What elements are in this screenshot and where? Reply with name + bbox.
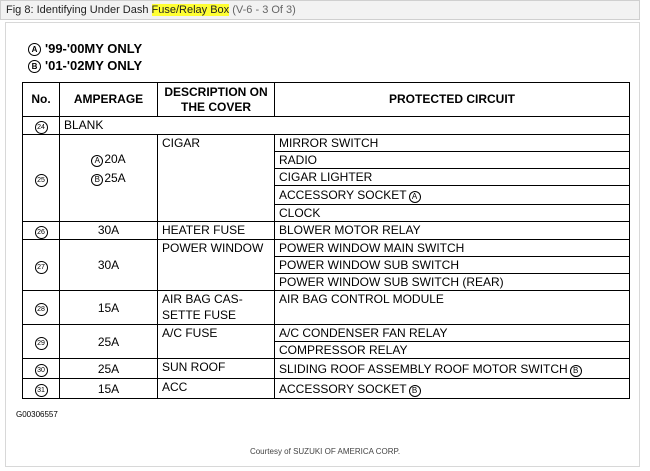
table-row [23, 379, 630, 399]
description-cell: A/C FUSE [158, 325, 275, 359]
circuit-cell: CIGAR LIGHTER [275, 169, 630, 186]
circled-b-icon: B [409, 385, 421, 397]
fuse-table [22, 82, 630, 399]
circled-b-icon: B [91, 174, 103, 186]
circled-number: 25 [35, 174, 48, 187]
amperage-option-b [64, 170, 153, 186]
circuit-cell: AIR BAG CONTROL MODULE [275, 291, 630, 325]
description-cell: SUN ROOF [158, 359, 275, 379]
fuse-number [23, 325, 60, 359]
circuit-cell: POWER WINDOW SUB SWITCH (REAR) [275, 274, 630, 291]
header-description: DESCRIPTION ON THE COVER [158, 83, 275, 117]
table-row [23, 135, 630, 152]
circuit-cell: CLOCK [275, 205, 630, 222]
circuit-text: ACCESSORY SOCKET [279, 381, 407, 396]
circled-a-icon: A [28, 43, 41, 56]
circuit-cell: COMPRESSOR RELAY [275, 342, 630, 359]
amperage-value-a: 20A [104, 152, 126, 166]
legend-item-a [28, 41, 142, 56]
circled-number: 30 [35, 364, 48, 377]
amperage-value-b: 25A [104, 171, 126, 185]
table-row [23, 359, 630, 379]
amperage-cell: 15A [60, 291, 158, 325]
table-row [23, 325, 630, 342]
table-row [23, 240, 630, 257]
title-suffix: (V-6 - 3 Of 3) [229, 4, 296, 16]
circled-number: 31 [35, 384, 48, 397]
circled-number: 26 [35, 226, 48, 239]
amperage-option-a [64, 151, 153, 167]
circuit-cell: POWER WINDOW SUB SWITCH [275, 257, 630, 274]
table-row [23, 291, 630, 325]
legend-text-a: '99-'00MY ONLY [45, 41, 143, 56]
circuit-cell [275, 186, 630, 205]
description-cell: POWER WINDOW [158, 240, 275, 291]
circled-number: 29 [35, 337, 48, 350]
figure-title-bar [0, 0, 640, 20]
circuit-text: SLIDING ROOF ASSEMBLY ROOF MOTOR SWITCH [279, 361, 568, 376]
fuse-number [23, 359, 60, 379]
header-no: No. [23, 83, 60, 117]
table-row [23, 117, 630, 135]
fuse-number [23, 222, 60, 240]
circled-number: 27 [35, 261, 48, 274]
blank-cell: BLANK [60, 117, 630, 135]
amperage-cell: 15A [60, 379, 158, 399]
description-cell: HEATER FUSE [158, 222, 275, 240]
circuit-cell: RADIO [275, 152, 630, 169]
circled-number: 28 [35, 303, 48, 316]
table-header-row [23, 83, 630, 117]
amperage-cell: 25A [60, 359, 158, 379]
title-prefix: Fig 8: Identifying Under Dash [6, 4, 152, 16]
legend-text-b: '01-'02MY ONLY [45, 58, 143, 73]
amperage-cell: 30A [60, 240, 158, 291]
fuse-number [23, 240, 60, 291]
credit-line: Courtesy of SUZUKI OF AMERICA CORP. [249, 447, 401, 456]
circled-b-icon: B [28, 60, 41, 73]
legend-item-b [28, 58, 142, 73]
amperage-cell [60, 135, 158, 222]
description-cell: CIGAR [158, 135, 275, 222]
amperage-cell: 30A [60, 222, 158, 240]
circled-number: 24 [35, 121, 48, 134]
circuit-cell: MIRROR SWITCH [275, 135, 630, 152]
figure-code: G00306557 [16, 410, 58, 419]
title-highlight: Fuse/Relay Box [151, 4, 230, 16]
header-amperage: AMPERAGE [60, 83, 158, 117]
fuse-number [23, 291, 60, 325]
fuse-number [23, 117, 60, 135]
amperage-cell: 25A [60, 325, 158, 359]
circled-b-icon: B [570, 365, 582, 377]
fuse-number [23, 379, 60, 399]
description-cell: ACC [158, 379, 275, 399]
header-protected-circuit: PROTECTED CIRCUIT [275, 83, 630, 117]
table-row [23, 222, 630, 240]
circuit-cell [275, 379, 630, 399]
circled-a-icon: A [409, 191, 421, 203]
circuit-cell [275, 359, 630, 379]
circuit-cell: BLOWER MOTOR RELAY [275, 222, 630, 240]
circled-a-icon: A [91, 155, 103, 167]
circuit-text: ACCESSORY SOCKET [279, 188, 407, 202]
circuit-cell: A/C CONDENSER FAN RELAY [275, 325, 630, 342]
circuit-cell: POWER WINDOW MAIN SWITCH [275, 240, 630, 257]
fuse-number [23, 135, 60, 222]
description-cell: AIR BAG CAS-SETTE FUSE [158, 291, 275, 325]
